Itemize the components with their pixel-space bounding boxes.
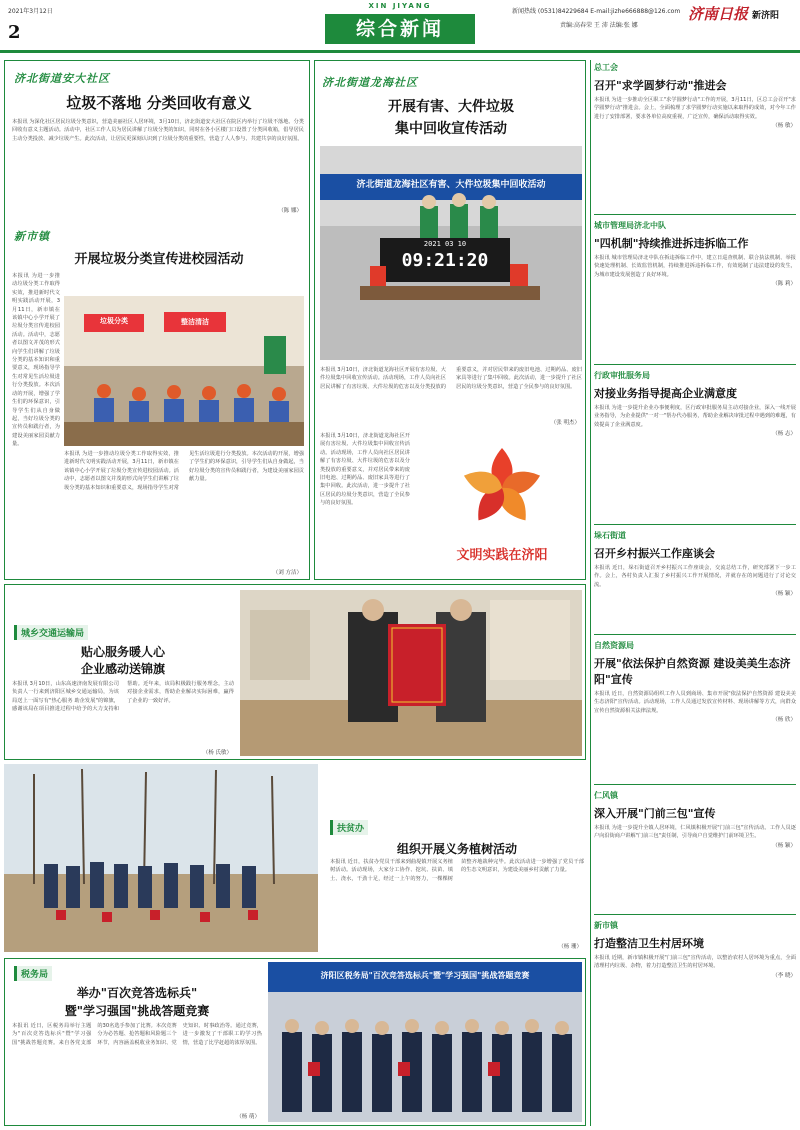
a2-title: 开展垃圾分类宣传进校园活动 — [74, 252, 244, 267]
a5-body: 本报讯 近日，扶贫办党员干部来到曲堤镇开展义务植树活动。活动现场，大家分工协作、挖坑、扶苗、填土、浇水，干劲十足，经过一上午的努力，一棵棵树苗整齐地栽种完毕。此次活动进一步增强了党员干部的生态文明意识，为建设美丽乡村贡献了力量。 — [330, 859, 584, 882]
a2-dept: 新市镇 — [14, 230, 50, 243]
brief-author: （杨 颖） — [772, 842, 796, 849]
a3-body: 本报讯 3月10日，济北街道龙海社区开展有害垃圾、大件垃圾集中回收宣传活动。活动现场，工作人员向社区居民讲解了有害垃圾、大件垃圾的危害以及分类投放的重要意义，并对居民带来的废旧电池、过期药品、废旧家具等进行了集中回收。此次活动，进一步提升了社区居民的垃圾分类意识，营造了全民参与的良好氛围。 — [320, 367, 582, 390]
brief-dept: 新市镇 — [594, 921, 618, 930]
a3-dept: 济北街道龙海社区 — [322, 76, 418, 89]
a2-body-cont: 本报讯 为进一步推动垃圾分类工作取得实效，推进新时代文明实践活动开展，3月11日，新市镇在该镇中心小学开展了垃圾分类宣传进校园活动。活动中，志愿者以图文并茂的形式向学生们讲解了垃圾分类的基本知识和重要意义，现场指导学生对常见生活垃圾进行分类投放。本次活动的开展，增强了学生们的环保意识，引导学生们从自身做起，当好垃圾分类的宣传员和践行者，为建设美丽家园贡献力量。 — [64, 451, 304, 491]
a3-author: （张 明杰） — [550, 420, 580, 426]
brief-body: 本报讯 近日，垛石街道召开乡村振兴工作座谈会，交流总结工作，研究部署下一步工作。会上，各村负责人汇报了乡村振兴工作开展情况，并就存在的问题进行了讨论交流。 — [594, 565, 796, 588]
tree-planting-illustration — [4, 764, 318, 952]
brief-body: 本报讯 近期，新市镇积极开展"门前三包"宣传活动，以整治农村人居环境为重点，全面清理村内垃圾、杂物，着力打造整洁卫生的村居环境。 — [594, 955, 796, 970]
a5-dept: 扶贫办 — [330, 820, 368, 835]
brief-separator — [594, 784, 796, 785]
a3-banner: 济北街道龙海社区有害、大件垃圾集中回收活动 — [356, 180, 546, 190]
a4-title-1: 贴心服务暖人心 — [80, 645, 165, 659]
a5-photo-tree-planting — [4, 764, 318, 952]
section-pinyin: XIN JIYANG — [368, 2, 432, 10]
header-rule — [0, 50, 800, 53]
a4-title-2: 企业感动送锦旗 — [80, 662, 165, 676]
brief-dept: 自然资源局 — [594, 641, 634, 650]
a6-author: （杨 萌） — [236, 1114, 260, 1120]
brief-title: 对接业务指导提高企业满意度 — [594, 387, 737, 400]
a2-photo-classroom — [64, 296, 304, 446]
brief-separator — [594, 634, 796, 635]
page-number: 2 — [8, 22, 21, 43]
brief-title: 召开"求学圆梦行动"推进会 — [594, 79, 727, 92]
contest-illustration — [268, 962, 582, 1122]
brief-body: 本报讯 为进一步推动全区职工"求学圆梦行动"工作的开展，3月11日，区总工会召开"求学圆梦行动"推进会。会上，全面梳理了求学圆梦行动实施以来取得的成效，对今年工作进行了安排部署，要求各单位高度重视，广泛宣传，确保活动取得实效。 — [594, 97, 796, 120]
a5-author: （杨 珊） — [558, 944, 582, 950]
a2-banner-right: 整洁清洁 — [181, 318, 209, 326]
editor-credit: 责编:高春荣 王 沛 法编:张 娜 — [560, 22, 638, 29]
brief-item — [594, 530, 796, 630]
brief-dept: 垛石街道 — [594, 531, 626, 540]
brief-body: 本报讯 近日，自然资源局组织工作人员到商场、集市开展"依法保护自然资源 建设美美生态济阳"宣传活动。活动现场，工作人员通过发放宣传材料、现场讲解等方式，向群众宣传自然资源相关法律法规。 — [594, 691, 796, 714]
logo-emblem — [422, 440, 582, 540]
a6-title-2: 暨"学习强国"挑战答题竞赛 — [64, 1004, 210, 1018]
a3-title-2: 集中回收宣传活动 — [395, 121, 507, 137]
a1-body: 本报讯 为深化社区居民垃圾分类意识，营造美丽社区人居环境，3月10日，济北街道安大社区在院区内举行了垃圾不落地、分类回收有意义主题活动。活动中，社区工作人员为居民讲解了垃圾分类的知识，同时在各小区楼门口设置了分类回收箱，倡导居民主动分类投放、减少垃圾产生。此次活动，让居民更深刻认识到了垃圾分类的重要性，营造了人人参与、共建共享的良好氛围。 — [12, 119, 304, 142]
brief-title: 深入开展"门前三包"宣传 — [594, 807, 716, 820]
brief-separator — [594, 524, 796, 525]
a6-body: 本报讯 近日，区税务局举行主题为"百次竞答选标兵"暨"学习强国"挑战答题竞赛。来自各党支部的30名选手参加了比赛。本次竞赛分为必答题、抢答题和风险题三个环节，内容涵盖税收业务知识、党史知识、时事政治等。通过竞赛，进一步激发了干部职工的学习热情，营造了比学赶超的浓厚氛围。 — [12, 1023, 262, 1046]
brief-title: 开展"依法保护自然资源 建设美美生态济阳"宣传 — [594, 657, 791, 686]
a5-title: 组织开展义务植树活动 — [396, 842, 517, 856]
brief-body: 本报讯 为进一步提升企业办事便利度，区行政审批服务局主动对接企业，深入一线开展业务指导，为企业提供"一对一"帮办代办服务，帮助企业解决审批过程中遇到的难题，有效提高了企业满意度。 — [594, 405, 796, 428]
a1-dept: 济北街道安大社区 — [14, 72, 110, 85]
brief-item — [594, 640, 796, 780]
brief-title: "四机制"持续推进拆违拆临工作 — [594, 237, 749, 250]
a4-author: （杨 氏敏） — [202, 750, 232, 756]
brief-separator — [594, 214, 796, 215]
brief-author: （李 晓） — [772, 972, 796, 979]
brief-dept: 行政审批服务局 — [594, 371, 650, 380]
edition-name: 新济阳 — [752, 11, 780, 21]
brief-item — [594, 790, 796, 910]
brief-author: （杨 志） — [772, 431, 796, 438]
sidebar-briefs — [594, 62, 796, 1126]
brief-author: （杨 颖） — [772, 591, 796, 598]
brief-dept: 总工会 — [594, 63, 618, 72]
a6-photo-contest — [268, 962, 582, 1122]
a3-timer-time: 09:21:20 — [401, 250, 489, 271]
sidebar-divider — [590, 60, 591, 1126]
brief-author: （杨 敏） — [772, 123, 796, 130]
a4-photo-banner-presentation — [240, 590, 582, 756]
hotline: 新闻热线 (0531)84229684 E-mail:jizhe666888@126.com — [512, 8, 681, 15]
a2-banner-left: 垃圾分类 — [100, 317, 128, 325]
a3-timer-date: 2021 03 10 — [423, 240, 467, 248]
brief-title: 召开乡村振兴工作座谈会 — [594, 547, 715, 560]
a4-dept: 城乡交通运输局 — [14, 625, 88, 640]
brief-title: 打造整洁卫生村居环境 — [594, 937, 704, 950]
brief-item — [594, 370, 796, 520]
brief-dept: 城市管理局济北中队 — [594, 221, 666, 230]
brief-body: 本报讯 为进一步提升全镇人居环境，仁风镇积极开展"门前三包"宣传活动。工作人员逐户向沿街商户讲解"门前三包"责任制，引导商户自觉维护门前环境卫生。 — [594, 825, 796, 840]
brief-item — [594, 220, 796, 360]
a6-dept: 税务局 — [14, 966, 52, 981]
a3-body-cont: 本报讯 3月10日，济北街道龙海社区开展有害垃圾、大件垃圾集中回收宣传活动。活动现场，工作人员向社区居民讲解了有害垃圾、大件垃圾的危害以及分类投放的重要意义，并对居民带来的废旧电池、过期药品、废旧家具等进行了集中回收。此次活动，进一步提升了社区居民的垃圾分类意识，营造了全民参与的良好氛围。 — [320, 433, 410, 507]
a2-author: （刘 方洁） — [272, 570, 302, 576]
a3-photo-event — [320, 146, 582, 360]
brief-dept: 仁风镇 — [594, 791, 618, 800]
brief-body: 本报讯 城市管理局济北中队在拆违拆临工作中，建立日巡查机制、联合执法机制、举报快速处理机制、长效监管机制，持续推进拆违拆临工作，有效遏制了违法建设的发生，为城市建设发展创造了良好环境。 — [594, 255, 796, 278]
brief-item — [594, 920, 796, 1120]
brief-separator — [594, 914, 796, 915]
a6-photo-banner: 济阳区税务局"百次竞答选标兵"暨"学习强国"挑战答题竞赛 — [320, 971, 530, 980]
brief-item — [594, 62, 796, 212]
presentation-illustration — [240, 590, 582, 756]
a2-body: 本报讯 为进一步推动垃圾分类工作取得实效，推进新时代文明实践活动开展，3月11日，新市镇在该镇中心小学开展了垃圾分类宣传进校园活动。活动中，志愿者以图文并茂的形式向学生们讲解了垃圾分类的基本知识和重要意义，现场指导学生对常见生活垃圾进行分类投放。本次活动的开展，增强了学生们的环保意识，引导学生们从自身做起，当好垃圾分类的宣传员和践行者，为建设美丽家园贡献力量。 — [12, 273, 60, 448]
a1-author: （陈 娜） — [278, 208, 302, 214]
logo-caption: 文明实践在济阳 — [456, 548, 548, 563]
masthead-logo: 济南日报 — [688, 5, 749, 23]
a4-body: 本报讯 3月10日，山东高速济南发展有限公司负责人一行来到济阳区城乡交通运输局，为该局送上一面写有"热心服务 助企发展"的锦旗，感谢该局在项目推进过程中给予的大力支持和帮助。近年来，该局积极践行服务理念，主动对接企业需求，帮助企业解决实际困难，赢得了企业的一致好评。 — [12, 681, 234, 713]
brief-author: （陈 莉） — [772, 281, 796, 288]
issue-date: 2021年3月12日 — [8, 8, 53, 15]
a6-title-1: 举办"百次竞答选标兵" — [76, 986, 198, 1000]
a1-title: 垃圾不落地 分类回收有意义 — [66, 94, 252, 112]
section-title: 综合新闻 — [325, 14, 475, 44]
brief-author: （杨 欣） — [772, 717, 796, 724]
a3-title-1: 开展有害、大件垃圾 — [388, 99, 514, 115]
brief-separator — [594, 364, 796, 365]
civilization-logo — [422, 440, 582, 570]
